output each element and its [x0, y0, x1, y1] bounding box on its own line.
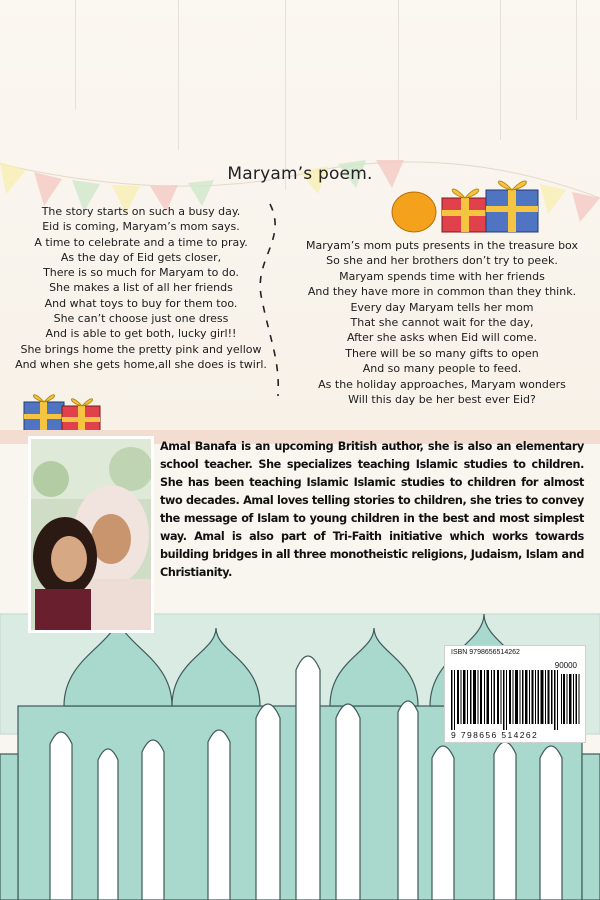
isbn-barcode — [444, 645, 586, 743]
barcode-digits: 9 798656 514262 — [451, 730, 539, 740]
poem-line: As the holiday approaches, Maryam wonders — [318, 377, 566, 391]
poem-left-column — [4, 204, 278, 372]
author-photo — [28, 436, 154, 633]
poem-line: As the day of Eid gets closer, — [60, 250, 222, 264]
poem-line: She makes a list of all her friends — [49, 281, 233, 295]
poem-line: After she asks when Eid will come. — [346, 331, 538, 345]
poem-line: And they have more in common than they think. — [307, 285, 577, 299]
poem-line: There will be so many gifts to open — [345, 346, 539, 360]
isbn-label: ISBN 9798656514262 — [451, 649, 520, 656]
poem-line: The story starts on such a busy day. — [41, 205, 241, 218]
poem-line: Every day Maryam tells her mom — [350, 300, 534, 314]
barcode-bars — [451, 670, 581, 730]
hanging-string — [398, 0, 399, 160]
poem-line: Will this day be her best ever Eid? — [348, 393, 536, 407]
poem-line: Eid is coming, Maryam’s mom says. — [42, 220, 240, 234]
poem-line: And is able to get both, lucky girl!! — [45, 327, 237, 341]
poem-line: So she and her brothers don’t try to peek. — [326, 254, 558, 268]
poem-right-column — [286, 238, 598, 407]
hanging-string — [576, 0, 577, 120]
author-portrait-image — [31, 439, 151, 630]
poem-title: Maryam’s poem. — [227, 164, 373, 184]
hanging-string — [500, 0, 501, 140]
poem-line: There is so much for Maryam to do. — [43, 266, 239, 280]
poem-line: And what toys to buy for them too. — [44, 296, 238, 310]
poem-line: Maryam spends time with her friends — [339, 269, 545, 283]
poem-line: She can’t choose just one dress — [53, 312, 229, 326]
poem-line: Maryam’s mom puts presents in the treasure box — [306, 239, 578, 252]
price-code: 90000 — [554, 661, 577, 670]
mosque-silhouette — [0, 594, 600, 900]
gift-boxes — [22, 388, 104, 436]
hanging-string — [178, 0, 179, 150]
poem-line: She brings home the pretty pink and yellow — [20, 342, 262, 356]
poem-panel — [0, 0, 600, 432]
poem-line: And so many people to feed. — [362, 362, 522, 376]
poem-line: That she cannot wait for the day, — [350, 316, 534, 330]
poem-line: And when she gets home,all she does is twirl. — [15, 357, 267, 371]
poem-line: A time to celebrate and a time to pray. — [34, 235, 248, 249]
author-bio: Amal Banafa is an upcoming British author, she is also an elementary school teacher. She specializes teaching Islamic studies to children. She has been teaching Islamic Islamic studies to children for almost two decades. Amal loves telling stories to children, she tries to convey the message of Islam to young children in the best and most simplest way. Amal is also part of Tri-Faith initiative which works towards building bridges in all three monotheistic religions, Judaism, Islam and Christianity. — [160, 440, 584, 579]
hanging-string — [75, 0, 76, 110]
